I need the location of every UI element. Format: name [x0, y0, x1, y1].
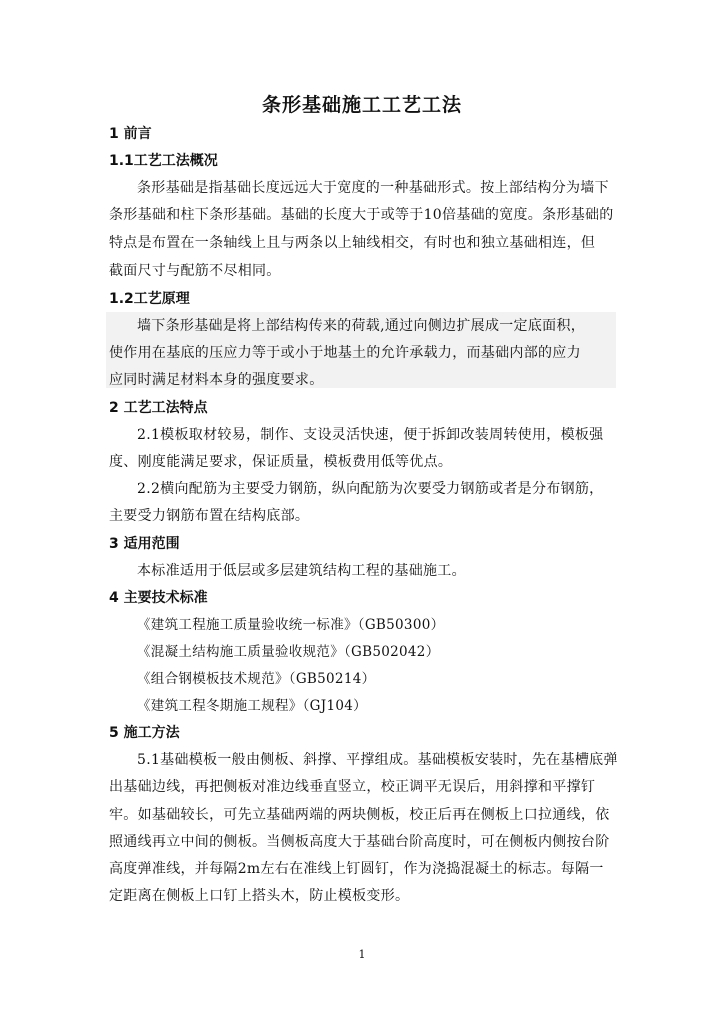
paragraph-line: 应同时满足材料本身的强度要求。	[109, 372, 324, 388]
standard-reference: 《建筑工程冬期施工规程》（GJ104）	[137, 698, 367, 714]
paragraph-line: 牢。如基础较长，可先立基础两端的两块侧板，校正后再在侧板上口拉通线，依	[109, 807, 610, 823]
paragraph-line: 度、刚度能满足要求，保证质量，模板费用低等优点。	[109, 454, 453, 470]
section-heading-2: 2 工艺工法特点	[109, 400, 208, 416]
paragraph-line: 本标准适用于低层或多层建筑结构工程的基础施工。	[137, 563, 466, 579]
paragraph-line: 使作用在基底的压应力等于或小于地基土的允许承载力，而基础内部的应力	[109, 345, 581, 361]
section-heading-4: 4 主要技术标准	[109, 590, 208, 606]
paragraph-line: 条形基础和柱下条形基础。基础的长度大于或等于10倍基础的宽度。条形基础的	[109, 207, 614, 223]
section-heading-1: 1 前言	[109, 126, 152, 142]
paragraph-line: 出基础边线，再把侧板对准边线垂直竖立，校正调平无误后，用斜撑和平撑钉	[109, 779, 596, 795]
paragraph-line: 定距离在侧板上口钉上搭头木，防止模板变形。	[109, 888, 410, 904]
paragraph-line: 条形基础是指基础长度远远大于宽度的一种基础形式。按上部结构分为墙下	[137, 180, 609, 196]
document-title: 条形基础施工工艺工法	[261, 94, 462, 116]
section-heading-1-1: 1.1工艺工法概况	[109, 153, 218, 169]
section-heading-3: 3 适用范围	[109, 536, 180, 552]
paragraph-line: 2.1模板取材较易，制作、支设灵活快速，便于拆卸改装周转使用，模板强	[137, 427, 604, 443]
paragraph-line: 照通线再立中间的侧板。当侧板高度大于基础台阶高度时，可在侧板内侧按台阶	[109, 834, 610, 850]
paragraph-line: 高度弹准线，并每隔2m左右在准线上钉圆钉，作为浇捣混凝土的标志。每隔一	[109, 861, 604, 877]
section-heading-1-2: 1.2工艺原理	[109, 291, 190, 307]
standard-reference: 《建筑工程施工质量验收统一标准》（GB50300）	[137, 617, 445, 633]
section-heading-5: 5 施工方法	[109, 725, 180, 741]
paragraph-line: 墙下条形基础是将上部结构传来的荷载,通过向侧边扩展成一定底面积，	[137, 318, 586, 334]
standard-reference: 《混凝土结构施工质量验收规范》（GB502042）	[137, 644, 440, 660]
standard-reference: 《组合钢模板技术规范》（GB50214）	[137, 671, 376, 687]
paragraph-line: 2.2横向配筋为主要受力钢筋，纵向配筋为次要受力钢筋或者是分布钢筋，	[137, 481, 604, 497]
paragraph-line: 5.1基础模板一般由侧板、斜撑、平撑组成。基础模板安装时，先在基槽底弹	[137, 752, 618, 768]
page-number: 1	[358, 948, 366, 961]
paragraph-line: 主要受力钢筋布置在结构底部。	[109, 508, 310, 524]
paragraph-line: 截面尺寸与配筋不尽相同。	[109, 263, 281, 279]
paragraph-line: 特点是布置在一条轴线上且与两条以上轴线相交，有时也和独立基础相连，但	[109, 235, 596, 251]
